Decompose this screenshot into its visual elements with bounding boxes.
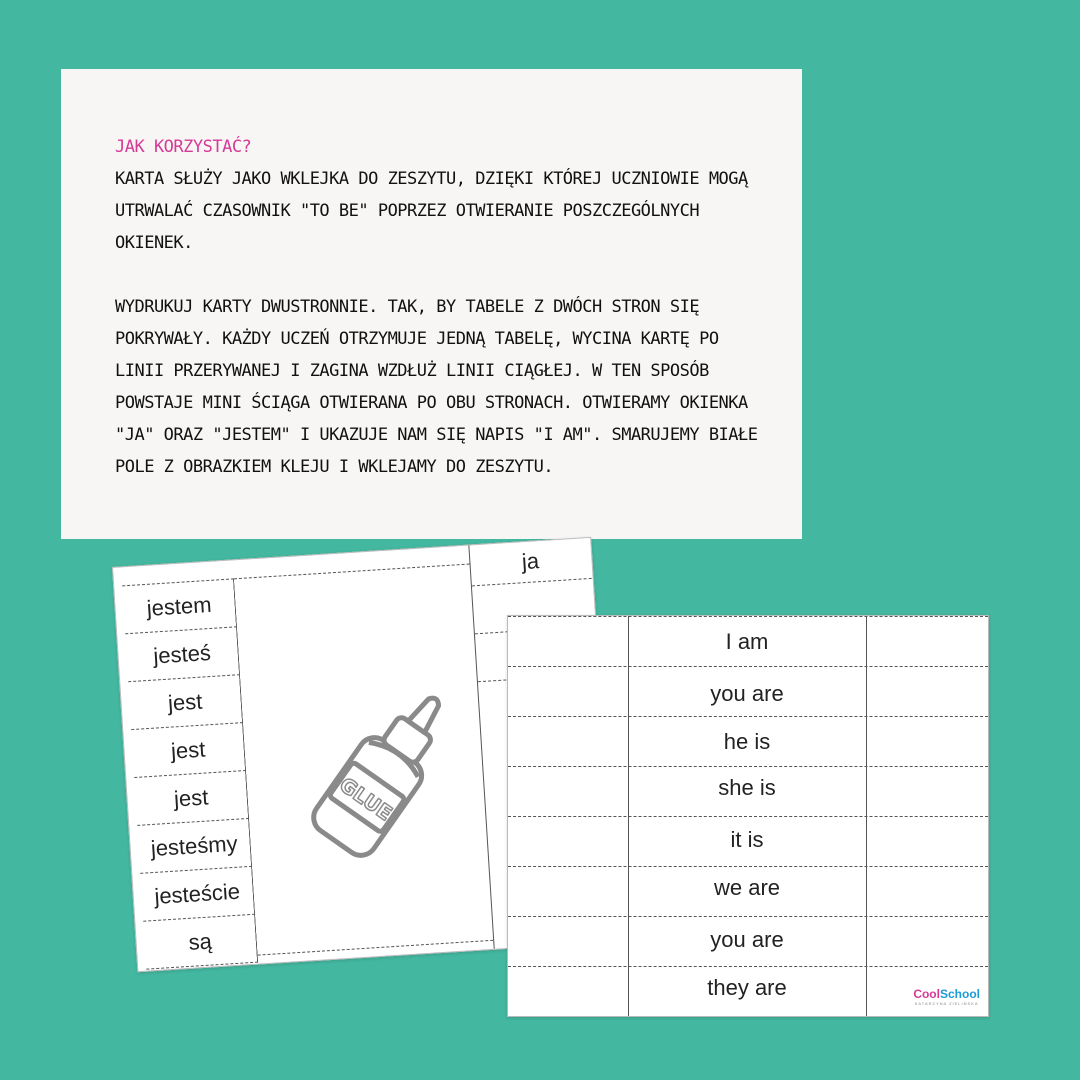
- instructions-paragraph-1: KARTA SŁUŻY JAKO WKLEJKA DO ZESZYTU, DZIĘKI KTÓREJ UCZNIOWIE MOGĄ UTRWALAĆ CZASOWNIK "TO BE" POPRZEZ OTWIERANIE POSZCZEGÓLNYCH OKIENEK.: [115, 169, 748, 253]
- instructions-heading: JAK KORZYSTAĆ?: [115, 137, 252, 157]
- pronoun-cell: ja: [469, 538, 591, 586]
- word-cell: jest: [134, 770, 249, 825]
- phrase-cell: she is: [718, 775, 776, 800]
- word-cell: jesteśmy: [137, 818, 252, 873]
- glue-bottle-icon: [292, 676, 472, 876]
- phrase-cell: you are: [710, 681, 784, 706]
- coolschool-logo: CoolSchool KATARZYNA ZIELIŃSKA: [913, 987, 980, 1006]
- instructions-card: [61, 69, 802, 539]
- phrase-cell: you are: [710, 927, 784, 952]
- word-cell: jesteś: [125, 626, 240, 681]
- phrase-cell: we are: [713, 875, 781, 900]
- cut-line: [508, 666, 988, 667]
- word-cell: jest: [131, 722, 246, 777]
- instructions-paragraph-2: WYDRUKUJ KARTY DWUSTRONNIE. TAK, BY TABELE Z DWÓCH STRON SIĘ POKRYWAŁY. KAŻDY UCZEŃ OTRZYMUJE JEDNĄ TABELĘ, WYCINA KARTĘ PO LINII PRZERYWANEJ I ZAGINA WZDŁUŻ LINII CIĄGŁEJ. W TEN SPOSÓB POWSTAJE MINI ŚCIĄGA OTWIERANA PO OBU STRONACH. OTWIERAMY OKIENKA "JA" ORAZ "JESTEM" I UKAZUJE NAM SIĘ NAPIS "I AM". SMARUJEMY BIAŁE POLE Z OBRAZKIEM KLEJU I WKLEJAMY DO ZESZYTU.: [115, 297, 758, 477]
- glue-label: GLUE: [335, 772, 397, 826]
- word-cell: jesteście: [140, 866, 255, 921]
- phrase-cell: he is: [723, 729, 771, 754]
- word-cell: jestem: [122, 578, 237, 633]
- word-cell: są: [143, 914, 258, 970]
- word-cell: jest: [128, 674, 243, 729]
- phrase-cell: I am: [725, 629, 769, 654]
- phrase-cell: they are: [707, 975, 787, 1000]
- cut-line: [508, 616, 988, 617]
- phrase-cell: it is: [730, 827, 764, 852]
- front-card: [507, 615, 989, 1017]
